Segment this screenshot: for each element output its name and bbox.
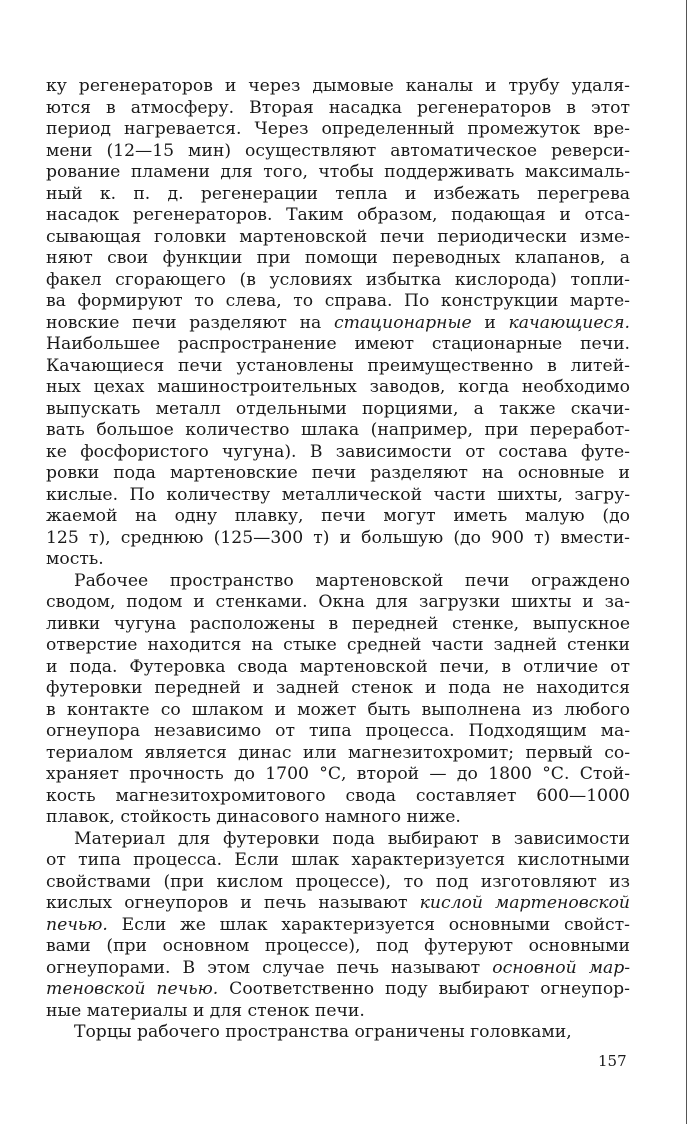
text-run: вать большое количество шлака (например, при переработ- — [46, 420, 630, 440]
text-line — [46, 141, 630, 163]
text-run: жаемой на одну плавку, печи могут иметь малую (до — [46, 506, 630, 526]
italic-term: качающиеся. — [508, 312, 630, 333]
text-line — [46, 377, 630, 399]
text-line — [46, 979, 630, 1001]
text-run: Соответственно поду выбирают огнеупор- — [218, 979, 630, 999]
text-run: териалом является динас или магнезитохромит; первый со- — [46, 742, 630, 763]
text-run: Торцы рабочего пространства ограничены головками, — [74, 1022, 572, 1042]
text-run: Качающиеся печи установлены преимущественно в литей- — [46, 355, 630, 376]
text-line — [46, 829, 630, 851]
text-line — [46, 592, 630, 614]
text-line — [46, 657, 630, 679]
text-run: Если же шлак характеризуется основными свойст- — [107, 914, 630, 935]
text-run: отверстие находится на стыке средней части задней стенки — [46, 635, 630, 655]
text-run: ливки чугуна расположены в передней стенке, выпускное — [46, 613, 630, 634]
text-run: период нагревается. Через определенный промежуток вре- — [46, 119, 630, 139]
text-line — [46, 313, 630, 335]
text-run: мени (12—15 мин) осуществляют автоматическое реверси- — [46, 140, 630, 161]
text-line — [46, 420, 630, 442]
text-run: Наибольшее распространение имеют стационарные печи. — [46, 334, 630, 354]
text-run: 125 т), среднюю (125—300 т) и большую (до 900 т) вмести- — [46, 527, 630, 548]
italic-term: теновской печью. — [46, 979, 219, 999]
text-line — [46, 915, 630, 937]
paragraph — [46, 829, 630, 1023]
text-line — [46, 549, 630, 571]
text-run: няют свои функции при помощи переводных клапанов, а — [46, 248, 630, 268]
text-run: огнеупора независимо от типа процесса. Подходящим ма- — [46, 721, 630, 741]
text-run: от типа процесса. Если шлак характеризуется кислотными — [46, 850, 630, 870]
text-run: сывающая головки мартеновской печи периодически изме- — [46, 226, 630, 247]
text-run: рование пламени для того, чтобы поддерживать максималь- — [46, 162, 630, 182]
text-run: ва формируют то слева, то справа. По конструкции марте- — [46, 291, 630, 311]
text-line — [46, 1022, 630, 1044]
italic-term: стационарные — [334, 312, 472, 333]
text-line — [46, 1001, 630, 1023]
text-line — [46, 463, 630, 485]
text-line — [46, 743, 630, 765]
text-run: выпускать металл отдельными порциями, а также скачи- — [46, 398, 630, 419]
text-line — [46, 678, 630, 700]
italic-term: печью. — [46, 914, 108, 935]
text-line — [46, 872, 630, 894]
text-line — [46, 205, 630, 227]
page-body — [46, 76, 630, 1044]
text-run: ные материалы и для стенок печи. — [46, 1000, 365, 1021]
text-line — [46, 700, 630, 722]
text-run: ных цехах машиностроительных заводов, когда необходимо — [46, 377, 630, 397]
text-run: ный к. п. д. регенерации тепла и избежать перегрева — [46, 183, 630, 204]
text-line — [46, 334, 630, 356]
text-run: храняет прочность до 1700 °С, второй — до 1800 °С. Стой- — [46, 764, 630, 784]
text-line — [46, 764, 630, 786]
text-line — [46, 119, 630, 141]
text-line — [46, 958, 630, 980]
text-run: новские печи разделяют на — [46, 312, 334, 333]
text-run: в контакте со шлаком и может быть выполнена из любого — [46, 699, 630, 720]
text-line — [46, 76, 630, 98]
text-line — [46, 614, 630, 636]
text-line — [46, 98, 630, 120]
text-line — [46, 571, 630, 593]
page-edge-divider — [686, 0, 687, 1124]
paragraph — [46, 571, 630, 829]
text-line — [46, 270, 630, 292]
text-line — [46, 485, 630, 507]
text-run: ку регенераторов и через дымовые каналы и трубу удаля- — [46, 76, 630, 96]
text-line — [46, 893, 630, 915]
text-line — [46, 807, 630, 829]
text-line — [46, 635, 630, 657]
italic-term: основной мар- — [492, 957, 631, 978]
text-line — [46, 528, 630, 550]
text-line — [46, 721, 630, 743]
text-line — [46, 850, 630, 872]
text-run: ровки пода мартеновские печи разделяют на основные и — [46, 463, 630, 483]
text-run: кислые. По количеству металлической части шихты, загру- — [46, 484, 630, 505]
text-run: ются в атмосферу. Вторая насадка регенераторов в этот — [46, 97, 630, 118]
paragraph — [46, 76, 630, 571]
text-line — [46, 248, 630, 270]
text-run: факел сгорающего (в условиях избытка кислорода) топли- — [46, 269, 630, 290]
text-run: плавок, стойкость динасового намного ниже. — [46, 807, 461, 827]
text-run: сводом, подом и стенками. Окна для загрузки шихты и за- — [46, 592, 630, 612]
text-run: огнеупорами. В этом случае печь называют — [46, 957, 493, 978]
text-run: вами (при основном процессе), под футеруют основными — [46, 936, 630, 956]
text-line — [46, 356, 630, 378]
text-line — [46, 506, 630, 528]
text-line — [46, 786, 630, 808]
page-number: 157 — [598, 1052, 627, 1070]
text-run: свойствами (при кислом процессе), то под изготовляют из — [46, 871, 630, 892]
text-line — [46, 399, 630, 421]
italic-term: кислой мартеновской — [419, 893, 631, 913]
text-run: ке фосфористого чугуна). В зависимости от состава футе- — [46, 441, 630, 462]
text-run: Материал для футеровки пода выбирают в зависимости — [74, 828, 630, 849]
text-run: кость магнезитохромитового свода составляет 600—1000 — [46, 785, 630, 806]
text-run: и — [471, 312, 509, 333]
text-line — [46, 291, 630, 313]
text-line — [46, 184, 630, 206]
text-line — [46, 227, 630, 249]
text-run: кислых огнеупоров и печь называют — [46, 893, 420, 913]
text-line — [46, 442, 630, 464]
text-run: и пода. Футеровка свода мартеновской печи, в отличие от — [46, 656, 630, 677]
text-run: футеровки передней и задней стенок и пода не находится — [46, 678, 630, 698]
text-run: мость. — [46, 549, 104, 569]
text-line — [46, 936, 630, 958]
text-line — [46, 162, 630, 184]
text-run: Рабочее пространство мартеновской печи ограждено — [74, 570, 630, 591]
paragraph — [46, 1022, 630, 1044]
text-run: насадок регенераторов. Таким образом, подающая и отса- — [46, 205, 630, 225]
